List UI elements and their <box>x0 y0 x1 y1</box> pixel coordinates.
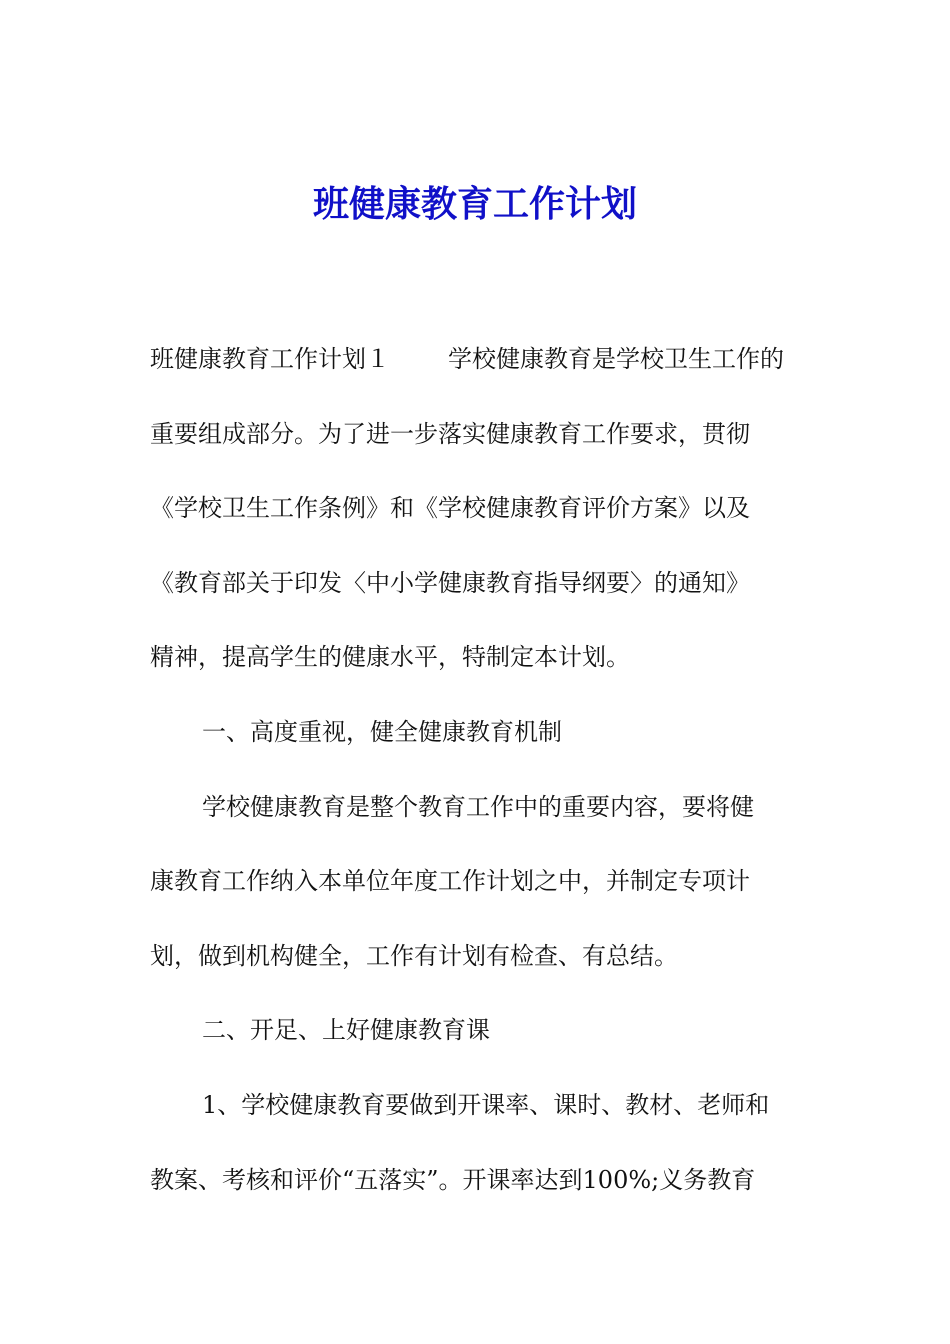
plan-label: 班健康教育工作计划１ <box>150 345 390 373</box>
section-heading: 一、高度重视，健全健康教育机制 <box>202 717 562 746</box>
paragraph-line: 重要组成部分。为了进一步落实健康教育工作要求，贯彻 <box>150 419 750 448</box>
intro-text: 学校健康教育是学校卫生工作的 <box>448 345 784 373</box>
paragraph-line: 划，做到机构健全，工作有计划有检查、有总结。 <box>150 941 678 970</box>
paragraph-line: 康教育工作纳入本单位年度工作计划之中，并制定专项计 <box>150 867 750 896</box>
document-title: 班健康教育工作计划 <box>312 183 637 225</box>
section-heading: 二、开足、上好健康教育课 <box>202 1016 490 1045</box>
paragraph-line: 《学校卫生工作条例》和《学校健康教育评价方案》以及 <box>150 494 750 523</box>
paragraph-line: 1、学校健康教育要做到开课率、课时、教材、老师和 <box>202 1090 770 1119</box>
paragraph-line: 《教育部关于印发〈中小学健康教育指导纲要〉的通知》 <box>150 568 750 597</box>
paragraph-line <box>150 322 810 397</box>
paragraph-line: 学校健康教育是整个教育工作中的重要内容，要将健 <box>202 792 754 821</box>
paragraph-line: 教案、考核和评价“五落实”。开课率达到100%;义务教育 <box>150 1165 756 1194</box>
paragraph-line: 精神，提高学生的健康水平，特制定本计划。 <box>150 643 630 672</box>
document-body <box>150 322 810 1217</box>
